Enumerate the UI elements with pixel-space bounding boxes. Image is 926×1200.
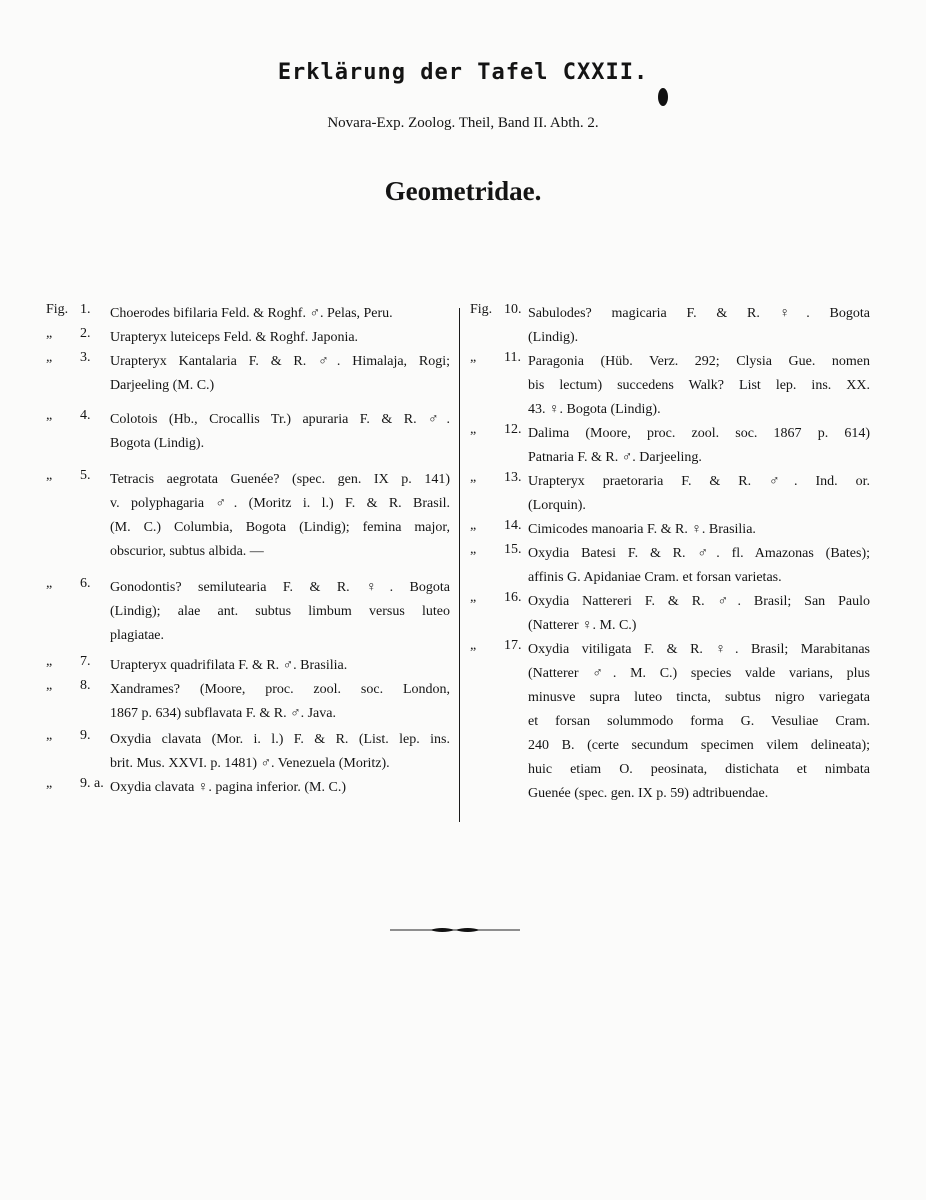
description-line: Urapteryx quadrifilata F. & R. ♂. Brasilia.	[110, 658, 348, 673]
description-line: Sabulodes? magicaria F. & R. ♀. Bogota	[528, 306, 870, 321]
description-line: Bogota (Lindig).	[110, 436, 205, 451]
description-line: (Lindig); alae ant. subtus limbum versus luteo	[110, 604, 450, 619]
description-line: (Lorquin).	[528, 498, 586, 513]
figure-entry	[46, 350, 450, 398]
figure-label: „	[470, 350, 477, 365]
figure-label: „	[46, 576, 53, 591]
description-line: Urapteryx praetoraria F. & R. ♂. Ind. or.	[528, 474, 870, 489]
figure-description	[110, 576, 450, 648]
description-line: Urapteryx Kantalaria F. & R. ♂. Himalaja, Rogi;	[110, 354, 450, 369]
description-line: (Natterer ♀. M. C.)	[528, 618, 637, 633]
figure-entry	[470, 470, 870, 518]
figure-entry	[46, 326, 450, 350]
figure-entry	[470, 638, 870, 806]
figure-entry	[46, 468, 450, 564]
description-line: 240 B. (certe secundum specimen vilem delineata);	[528, 738, 870, 753]
figure-entry	[46, 678, 450, 726]
family-heading: Geometridae.	[384, 176, 542, 206]
description-line: Oxydia Nattereri F. & R. ♂. Brasil; San Paulo	[528, 594, 870, 609]
figure-entry	[470, 350, 870, 422]
figure-number: 10.	[504, 302, 522, 317]
figure-label: „	[470, 638, 477, 653]
description-line: Xandrames? (Moore, proc. zool. soc. London,	[110, 682, 450, 697]
figure-description	[110, 654, 450, 678]
figure-entry	[470, 302, 870, 350]
description-line: Oxydia vitiligata F. & R. ♀. Brasil; Marabitanas	[528, 642, 870, 657]
figure-description	[110, 350, 450, 398]
figure-entry	[46, 728, 450, 776]
figure-number: 11.	[504, 350, 521, 365]
figure-label: „	[46, 776, 53, 791]
description-line: minusve supra luteo tincta, subtus nigro variegata	[528, 690, 870, 705]
description-line: Guenée (spec. gen. IX p. 59) adtribuendae.	[528, 786, 769, 801]
figure-number: 13.	[504, 470, 522, 485]
description-line: huic etiam O. peosinata, distichata et nimbata	[528, 762, 870, 777]
figure-entry	[470, 422, 870, 470]
description-line: Darjeeling (M. C.)	[110, 378, 215, 393]
description-line: Dalima (Moore, proc. zool. soc. 1867 p. 614)	[528, 426, 870, 441]
description-line: Oxydia clavata ♀. pagina inferior. (M. C.)	[110, 780, 346, 795]
description-line: Oxydia Batesi F. & R. ♂. fl. Amazonas (Bates);	[528, 546, 870, 561]
figure-description	[528, 590, 870, 638]
description-line: bis lectum) succedens Walk? List lep. ins. XX.	[528, 378, 870, 393]
figure-number: 5.	[80, 468, 91, 483]
figure-entry	[46, 408, 450, 456]
description-line: brit. Mus. XXVI. p. 1481) ♂. Venezuela (Moritz).	[110, 756, 390, 771]
figure-entry	[470, 518, 870, 542]
figure-number: 9. a.	[80, 776, 104, 791]
figure-label: Fig.	[470, 302, 493, 317]
figure-label: „	[46, 678, 53, 693]
description-line: Oxydia clavata (Mor. i. l.) F. & R. (List. lep. ins.	[110, 732, 450, 747]
figure-number: 6.	[80, 576, 91, 591]
figure-number: 15.	[504, 542, 522, 557]
figure-label: „	[470, 518, 477, 533]
description-line: Gonodontis? semilutearia F. & R. ♀. Bogota	[110, 580, 450, 595]
figure-number: 14.	[504, 518, 522, 533]
figure-number: 4.	[80, 408, 91, 423]
figure-description	[528, 350, 870, 422]
figure-number: 12.	[504, 422, 522, 437]
figure-label: „	[46, 408, 53, 423]
figure-number: 9.	[80, 728, 91, 743]
ornament-rule	[390, 922, 520, 938]
figure-description	[528, 518, 870, 542]
description-line: Urapteryx luteiceps Feld. & Roghf. Japonia.	[110, 330, 359, 345]
description-line: obscurior, subtus albida. —	[110, 544, 264, 559]
figure-description	[528, 302, 870, 350]
figure-number: 3.	[80, 350, 91, 365]
description-line: 43. ♀. Bogota (Lindig).	[528, 402, 661, 417]
figure-label: „	[470, 470, 477, 485]
figure-entry	[470, 542, 870, 590]
description-line: Cimicodes manoaria F. & R. ♀. Brasilia.	[528, 522, 756, 537]
figure-entry	[46, 302, 450, 326]
figure-label: „	[470, 542, 477, 557]
figure-description	[110, 678, 450, 726]
description-line: 1867 p. 634) subflavata F. & R. ♂. Java.	[110, 706, 336, 721]
figure-entry	[470, 590, 870, 638]
description-line: v. polyphagaria ♂. (Moritz i. l.) F. & R. Brasil.	[110, 496, 450, 511]
left-column	[46, 302, 450, 800]
figure-description	[528, 470, 870, 518]
page-subtitle: Novara-Exp. Zoolog. Theil, Band II. Abth. 2.	[327, 115, 599, 131]
figure-label: „	[46, 654, 53, 669]
description-line: (M. C.) Columbia, Bogota (Lindig); femina major,	[110, 520, 450, 535]
column-divider	[459, 308, 460, 822]
figure-description	[110, 776, 450, 800]
description-line: affinis G. Apidaniae Cram. et forsan varietas.	[528, 570, 782, 585]
figure-number: 16.	[504, 590, 522, 605]
figure-description	[110, 728, 450, 776]
figure-description	[528, 542, 870, 590]
description-line: Paragonia (Hüb. Verz. 292; Clysia Gue. nomen	[528, 354, 870, 369]
figure-description	[110, 408, 450, 456]
figure-label: Fig.	[46, 302, 69, 317]
figure-label: „	[46, 728, 53, 743]
figure-description	[110, 302, 450, 326]
figure-description	[110, 326, 450, 350]
description-line: (Lindig).	[528, 330, 579, 345]
figure-description	[528, 638, 870, 806]
figure-entry	[46, 576, 450, 648]
figure-label: „	[46, 468, 53, 483]
figure-number: 1.	[80, 302, 91, 317]
figure-description	[110, 468, 450, 564]
figure-label: „	[470, 590, 477, 605]
description-line: Choerodes bifilaria Feld. & Roghf. ♂. Pelas, Peru.	[110, 306, 393, 321]
figure-label: „	[46, 326, 53, 341]
figure-description	[528, 422, 870, 470]
ink-spot	[658, 88, 668, 106]
right-column	[470, 302, 870, 806]
figure-number: 17.	[504, 638, 522, 653]
description-line: Patnaria F. & R. ♂. Darjeeling.	[528, 450, 702, 465]
figure-number: 2.	[80, 326, 91, 341]
figure-number: 8.	[80, 678, 91, 693]
description-line: (Natterer ♂. M. C.) species valde varians, plus	[528, 666, 870, 681]
page-title: Erklärung der Tafel CXXII.	[277, 60, 649, 85]
figure-label: „	[46, 350, 53, 365]
description-line: plagiatae.	[110, 628, 165, 643]
description-line: et forsan solummodo forma G. Vesuliae Cram.	[528, 714, 870, 729]
figure-entry	[46, 776, 450, 800]
figure-entry	[46, 654, 450, 678]
figure-label: „	[470, 422, 477, 437]
description-line: Colotois (Hb., Crocallis Tr.) apuraria F. & R. ♂.	[110, 412, 450, 427]
description-line: Tetracis aegrotata Guenée? (spec. gen. IX p. 141)	[110, 472, 450, 487]
figure-number: 7.	[80, 654, 91, 669]
